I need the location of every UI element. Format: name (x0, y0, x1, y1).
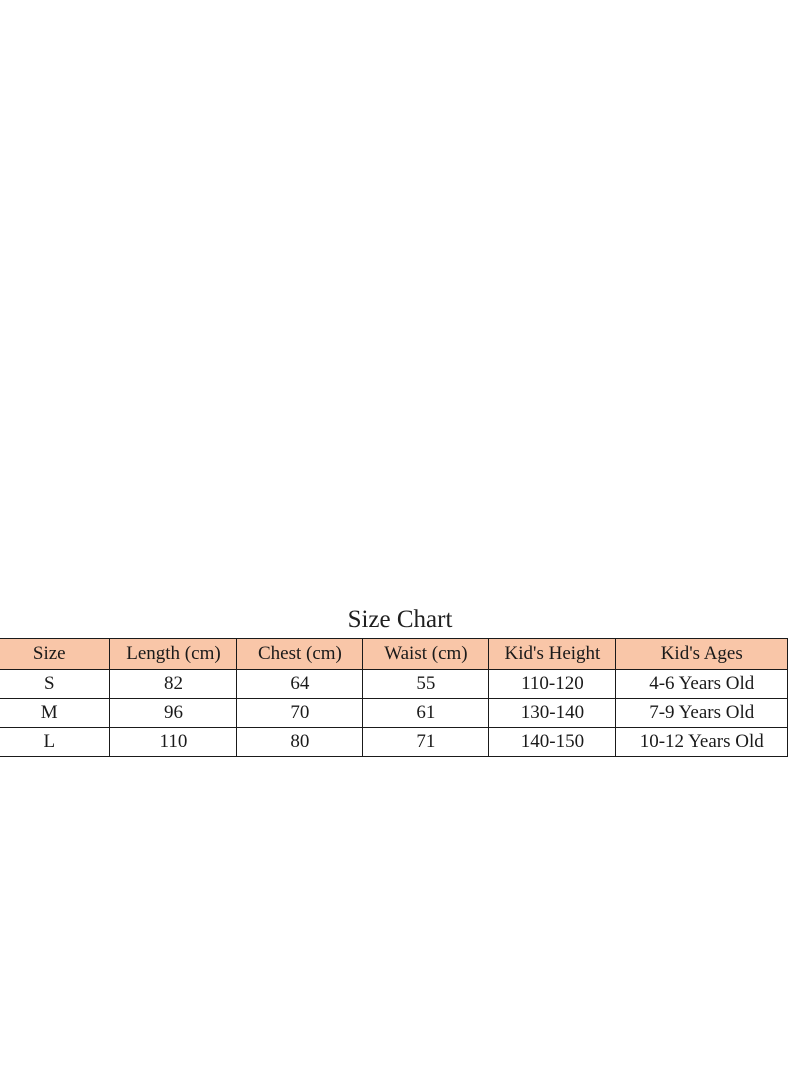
cell-waist: 55 (363, 670, 489, 699)
header-size: Size (0, 639, 110, 670)
cell-waist: 71 (363, 728, 489, 757)
cell-size: M (0, 699, 110, 728)
cell-length: 82 (110, 670, 237, 699)
cell-chest: 80 (237, 728, 363, 757)
cell-chest: 70 (237, 699, 363, 728)
header-kids-ages: Kid's Ages (616, 639, 788, 670)
header-kids-height: Kid's Height (489, 639, 616, 670)
cell-size: S (0, 670, 110, 699)
size-chart-table (0, 638, 788, 757)
cell-chest: 64 (237, 670, 363, 699)
header-chest: Chest (cm) (237, 639, 363, 670)
header-waist: Waist (cm) (363, 639, 489, 670)
cell-kids-ages: 7-9 Years Old (616, 699, 788, 728)
table-row (0, 699, 788, 728)
cell-kids-ages: 10-12 Years Old (616, 728, 788, 757)
size-chart-title: Size Chart (347, 606, 453, 633)
table-row (0, 670, 788, 699)
cell-length: 110 (110, 728, 237, 757)
table-header-row (0, 639, 788, 670)
header-length: Length (cm) (110, 639, 237, 670)
cell-length: 96 (110, 699, 237, 728)
cell-kids-ages: 4-6 Years Old (616, 670, 788, 699)
cell-kids-height: 110-120 (489, 670, 616, 699)
cell-kids-height: 130-140 (489, 699, 616, 728)
cell-size: L (0, 728, 110, 757)
cell-kids-height: 140-150 (489, 728, 616, 757)
table-row (0, 728, 788, 757)
cell-waist: 61 (363, 699, 489, 728)
